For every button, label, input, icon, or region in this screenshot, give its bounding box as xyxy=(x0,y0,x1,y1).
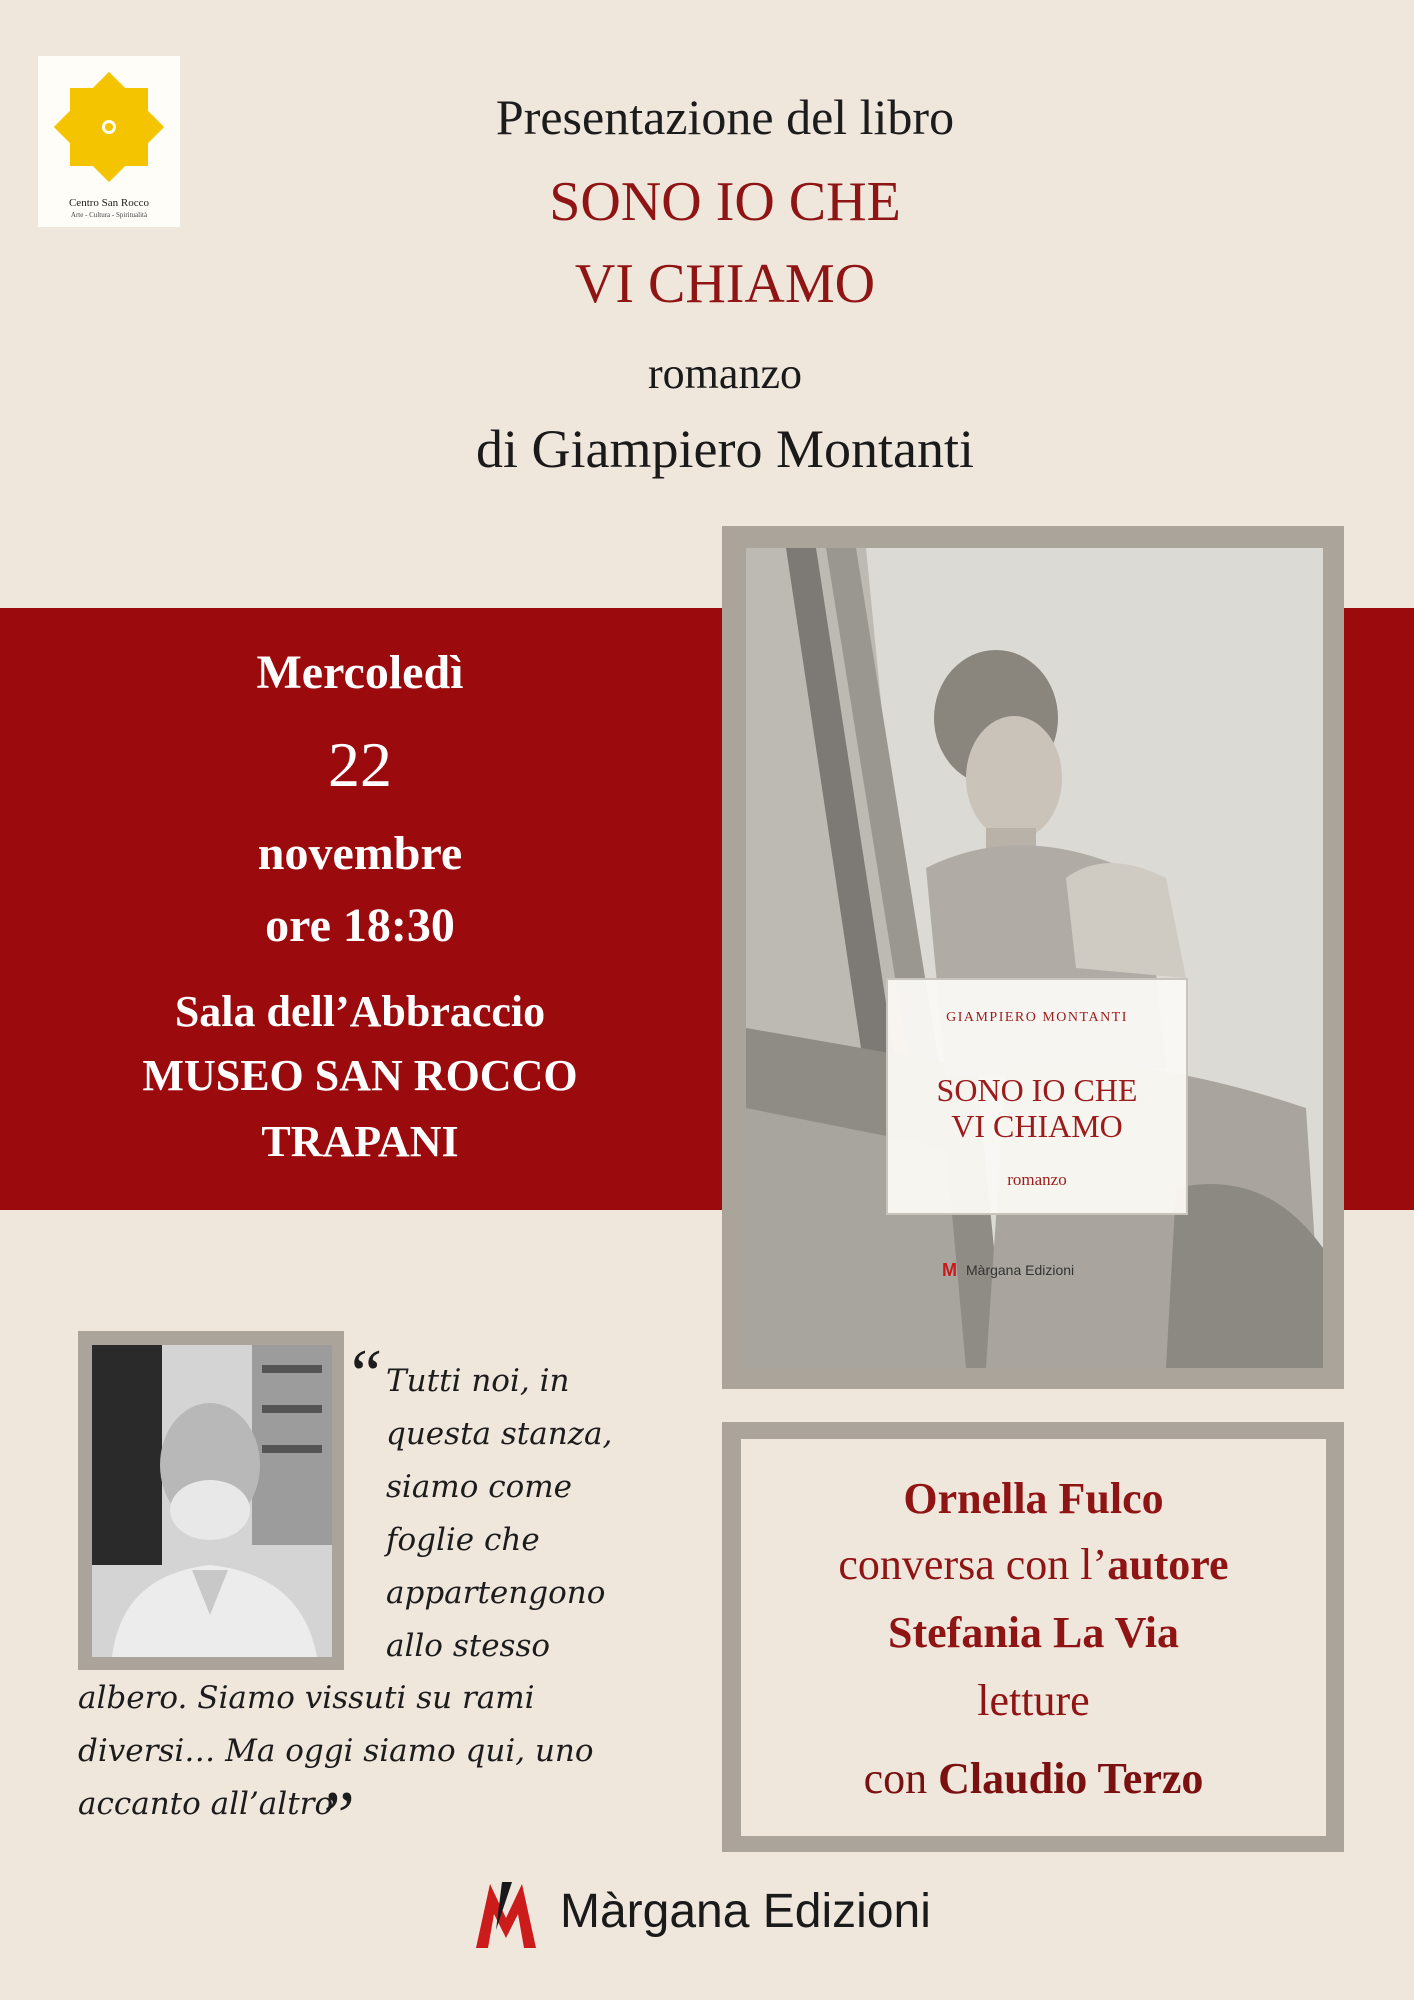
cover-title-line2: VI CHIAMO xyxy=(951,1108,1123,1144)
talk-box xyxy=(741,1439,1326,1836)
cover-genre: romanzo xyxy=(1007,1170,1067,1189)
presentation-heading: Presentazione del libro xyxy=(495,89,955,145)
book-title-line1: SONO IO CHE xyxy=(549,171,901,233)
with-line xyxy=(741,1753,1326,1804)
event-day: 22 xyxy=(328,729,392,800)
event-room: Sala dell’Abbraccio xyxy=(174,987,546,1036)
event-venue: MUSEO SAN ROCCO xyxy=(142,1051,578,1100)
logo-name: Centro San Rocco xyxy=(68,197,150,209)
logo-subtitle: Arte - Cultura - Spiritualità xyxy=(70,211,148,219)
converse-line xyxy=(741,1539,1326,1590)
cover-photo xyxy=(746,548,1323,1368)
readings-label: letture xyxy=(977,1676,1090,1725)
quote-line: Tutti noi, in xyxy=(386,1363,570,1399)
margana-logo-icon xyxy=(472,1878,546,1952)
event-weekday: Mercoledì xyxy=(256,646,464,699)
centro-san-rocco-logo xyxy=(38,56,180,227)
quote-text-narrow xyxy=(386,1355,612,1673)
author-portrait xyxy=(92,1345,332,1657)
cover-title-line1: SONO IO CHE xyxy=(936,1072,1138,1108)
cover-publisher-icon: M xyxy=(942,1260,957,1280)
event-month: novembre xyxy=(257,827,463,880)
book-cover xyxy=(746,548,1323,1368)
star-icon xyxy=(38,56,180,198)
quote-line: albero. Siamo vissuti su rami xyxy=(78,1680,535,1716)
cover-author: GIAMPIERO MONTANTI xyxy=(946,1010,1128,1025)
quote-open-mark: “ xyxy=(344,1336,383,1413)
quote-line: allo stesso xyxy=(386,1628,551,1664)
publisher-name: Màrgana Edizioni xyxy=(560,1885,931,1938)
quote-line: diversi… Ma oggi siamo qui, uno xyxy=(78,1733,594,1769)
converse-bold: autore xyxy=(1107,1540,1229,1589)
quote-line: appartengono xyxy=(386,1575,606,1611)
quote-line: accanto all’altro xyxy=(78,1786,334,1822)
converse-prefix: conversa con l’ xyxy=(838,1540,1108,1589)
cover-label xyxy=(886,978,1188,1215)
book-author: di Giampiero Montanti xyxy=(476,419,974,479)
event-city: TRAPANI xyxy=(261,1117,459,1166)
book-title-line2: VI CHIAMO xyxy=(574,253,876,315)
book-genre: romanzo xyxy=(648,349,802,398)
quote-line: questa stanza, xyxy=(386,1416,613,1452)
author-photo xyxy=(92,1345,332,1657)
speaker-moderator: Ornella Fulco xyxy=(903,1474,1164,1523)
quote-close-mark: ” xyxy=(316,1778,355,1855)
speaker-musician: Claudio Terzo xyxy=(938,1754,1204,1803)
event-time: ore 18:30 xyxy=(265,899,455,952)
with-prefix: con xyxy=(863,1754,939,1803)
quote-line: foglie che xyxy=(386,1522,540,1558)
cover-publisher: Màrgana Edizioni xyxy=(966,1262,1075,1278)
speaker-reader: Stefania La Via xyxy=(888,1608,1179,1657)
quote-line: siamo come xyxy=(386,1469,572,1505)
